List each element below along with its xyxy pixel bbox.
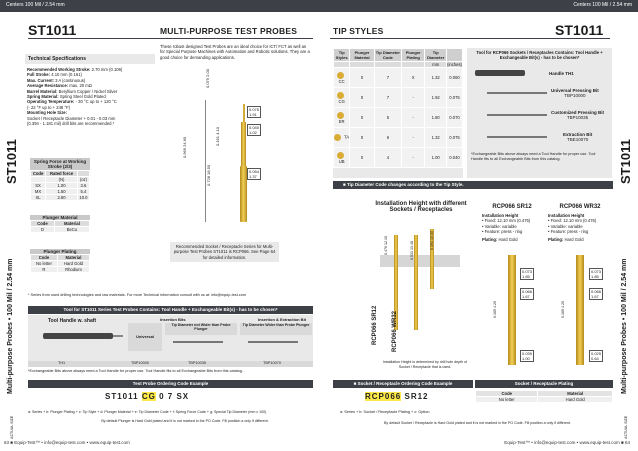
right-tool-bar: Tool for RCP066 Sockets / Receptacles Contains: Tool Handle + Exchangeable Bit(s) - has to be chosen*: [476, 50, 603, 60]
intro-text: These robust designed Test Probes are an ideal choice for ICT/ FCT as well as for Special Purpose Machines with Automation and Robotic solutions. They are a good choice for demanding applications.: [160, 44, 310, 60]
tip-cell: 0: [350, 88, 374, 108]
table-cell: (oz): [77, 177, 89, 183]
tip-cell: 1.32: [425, 68, 447, 88]
table-cell: (N): [46, 177, 78, 183]
spec-row: Max. Current: 3 A (continuous): [27, 77, 86, 83]
left-order-note: By default Plunger is Hard Gold plated and it is not marked in the PO Code. Fill position a only if different.: [101, 419, 269, 423]
table-cell: 3.6: [77, 183, 89, 189]
spec-row: Full Stroke: 4.10 mm (0.161): [27, 72, 82, 78]
left-tool-codes: TH1 TBP10000 TBP10035 TBP10070: [28, 361, 313, 367]
extraction-bit-icon: [487, 136, 547, 138]
tip-cell: 1.00: [425, 148, 447, 168]
probe-plunger: [241, 122, 246, 166]
spec-row: Operating Temperature: - 30 °C up to + 120 °C: [27, 99, 117, 105]
tip-cell: 1.80: [425, 108, 447, 128]
right-plating-bar: Socket / Receptacle Plating: [475, 380, 613, 388]
handle-th1-label: Handle TH1: [549, 71, 574, 76]
left-side-text: Multi-purpose Probes • 100 Mil / 2.54 mm: [7, 258, 14, 394]
table-cell: BeCu: [54, 227, 89, 233]
col-extraction: Insertion & Extraction Bit: [258, 317, 307, 322]
recommend-note: Recommended Socket / Receptacle Series for Multi-purpose Test Probes ST1011 is RCP066. See Page 64 for detailed information.: [170, 242, 279, 262]
tip-row: [334, 88, 463, 108]
universal-bit-icon: [487, 92, 547, 94]
tip-cell: -: [402, 108, 425, 128]
tip-icon: [337, 112, 344, 119]
install-label-wr32: RCP066 WR32: [392, 310, 398, 352]
table-cell: 1.50: [46, 189, 78, 195]
tip-cell: 5: [374, 108, 401, 128]
tip-style-cell: TA: [334, 128, 350, 148]
tip-cell: 4: [374, 148, 401, 168]
right-order-legend: a: Series + b: Socket / Receptacle Plating + c: Option: [340, 410, 430, 414]
extraction-bit-label: Extraction Bit TBE10070: [563, 132, 593, 142]
tip-row: [334, 128, 463, 148]
tip-header: Plunger Material: [350, 49, 374, 62]
tip-header: Tip Diameter Code: [375, 50, 400, 60]
tip-cell: 7: [374, 88, 401, 108]
table-cell: 2.80: [46, 195, 78, 201]
spec-row: (- 22 °F up to + 248 °F): [27, 104, 71, 110]
table-row: [31, 183, 90, 189]
right-side-band: [614, 44, 636, 444]
right-page-title: TIP STYLES: [333, 26, 384, 36]
table-row: [31, 195, 90, 201]
tip-header: Tip Diameter: [425, 49, 447, 62]
spec-row: Mounting Hole Size:: [27, 110, 68, 116]
left-footnote: * Series from used drilling technologies and raw materials. For more Technical information consult with us at: info@equip-test.com: [28, 293, 246, 297]
wr32-block: RCP066 WR32 Installation Height • Fixed: 12.10 mm (0.476) • Variable: variable • Feature: press - ring Plating: Hard Gold: [548, 204, 601, 242]
left-order-code: ST1011 CG 0 7 SX: [105, 392, 190, 401]
left-tool-bar: Tool for ST1011 Series Test Probes Contains: Tool Handle + Exchangeable Bit(s) - has to be chosen*: [28, 306, 313, 314]
tip-cell: 7: [374, 68, 401, 88]
plunger-plating-body: [30, 254, 90, 273]
sr12-dim-3: 0.165 4.20: [493, 301, 497, 318]
tip-cell: 0.040: [447, 148, 463, 168]
table-row: [31, 267, 90, 273]
probe-tip: [243, 104, 245, 122]
dim-0969: 0.969 24.60: [182, 136, 187, 158]
table-cell: No letter: [476, 397, 538, 403]
customized-bit-icon: [487, 114, 547, 116]
table-header: Material: [57, 255, 89, 261]
col-insertion: Insertion Bits: [160, 317, 186, 322]
table-cell: R: [31, 267, 58, 273]
tip-cell: 0.070: [447, 108, 463, 128]
tip-row: [334, 68, 463, 88]
install-note: Installation Height is determined by drill hole depth of Socket / Receptacle that is used.: [382, 360, 468, 370]
table-cell: Rhodium: [57, 267, 89, 273]
right-footer: Equip-Test™ • info@equip-test.com • www.equip-test.com ■ 64: [504, 440, 630, 445]
install-socket-2: [414, 235, 418, 330]
table-header: Rated force: [46, 171, 78, 177]
tip-icon: [337, 152, 344, 159]
table-header: Material: [538, 391, 613, 397]
spec-row: (0.394 - 1.181 mil) drill bits are recommended.*: [27, 121, 115, 127]
wr32-dim-3: 0.165 4.20: [561, 301, 565, 318]
right-order-bar: ■ Socket / Receptacle Ordering Code Example: [333, 380, 473, 388]
header-right-tag: Centers 100 Mil / 2.54 mm: [573, 2, 632, 8]
sr12-dim-2: 0.066 1.67: [522, 289, 533, 299]
right-tool-panel: [467, 48, 612, 178]
left-tool-panel: [28, 315, 313, 361]
dim-0054: 0.054 1.37: [249, 169, 260, 179]
dim-0075: 0.075 1.91: [249, 107, 260, 117]
table-cell: 10.0: [79, 195, 88, 200]
tip-styles-panel: [333, 48, 463, 178]
customized-bit-label: Customized Pressing Bit TBP10035: [551, 110, 605, 120]
table-header: Code: [31, 255, 58, 261]
tip-cell: 0.075: [447, 88, 463, 108]
table-header: Material: [54, 221, 89, 227]
tip-header: Plunger Plating: [402, 49, 425, 62]
tip-cell: 1.92: [425, 88, 447, 108]
spec-row: Socket / Receptacle Diameter + 0.01 - 0.03 mm: [27, 115, 116, 121]
bit-icon-1: [173, 341, 223, 343]
right-order-code: RCP066 SR12: [365, 392, 429, 401]
spec-list: [27, 67, 157, 126]
table-header: Code: [476, 391, 538, 397]
right-actual-size: ACTUAL SIZE: [624, 415, 628, 439]
dim-0161: 0.161 4.10: [215, 127, 220, 146]
tip-style-cell: CG: [334, 88, 350, 108]
tip-cell: 0: [350, 148, 374, 168]
table-row: [476, 397, 613, 403]
install-dim-3: 0.394 10.00: [430, 231, 434, 250]
table-cell: MX: [31, 189, 46, 195]
plate: [380, 255, 460, 267]
left-footer-brand: Equip-Test™ • info@equip-test.com • www.equip-test.com: [14, 440, 130, 445]
wr32-drawing: [576, 255, 584, 365]
left-order-legend: a: Series + b: Plunger Plating + c: Tip Style + d: Plunger Material + e: Tip Diameter Code + f: Spring Force Code + g: Special Tip Diameter (mm x 100): [28, 410, 267, 414]
spec-row: Barrel Material: Beryllium Copper / Nickel Silver: [27, 88, 118, 94]
left-side-code: ST1011: [4, 139, 19, 184]
spec-row: Average Resistance: max. 20 mΩ: [27, 83, 92, 89]
sub-smaller: Tip Diameter not Wider than Probe Plunger: [165, 323, 237, 335]
left-page-code: ST1011: [28, 22, 77, 38]
plunger-plating-table: Plunger Plating Code Material No letter Hard Gold R Rhodium: [30, 249, 90, 273]
tip-cell: 1.32: [425, 128, 447, 148]
dim-0728: 0.728 18.50: [206, 164, 211, 186]
tip-cell: 0: [350, 108, 374, 128]
table-row: [31, 227, 90, 233]
install-dim-2: 0.531 13.48: [410, 241, 414, 260]
sr12-block: RCP066 SR12 Installation Height • Fixed: 12.10 mm (0.476) • Variable: variable • Feature: press - ring Plating: Hard Gold: [482, 204, 532, 242]
wr32-dim-2: 0.066 1.67: [591, 289, 602, 299]
tip-icon: [334, 134, 341, 141]
wr32-dim-4: 0.025 0.64: [591, 351, 602, 361]
sr12-dim-4: 0.039 1.00: [522, 351, 533, 361]
table-cell: Hard Gold: [57, 261, 89, 267]
table-cell: 1.00: [46, 183, 78, 189]
right-side-text: Multi-purpose Probes • 100 Mil / 2.54 mm: [621, 258, 628, 394]
table-header: Code: [31, 171, 46, 177]
tip-cell: 0.060: [447, 68, 463, 88]
tip-style-cell: CC: [334, 68, 350, 88]
table-cell: Hard Gold: [538, 397, 613, 403]
tech-spec-header: Technical Specifications: [25, 54, 155, 64]
left-side-band: [2, 44, 24, 444]
table-header: Code: [31, 221, 55, 227]
tip-cell: -: [402, 128, 425, 148]
handle-th1-icon: [475, 70, 525, 76]
tool-handle-icon: [43, 333, 113, 339]
tip-cell: 6: [374, 128, 401, 148]
right-page-code: ST1011: [555, 22, 604, 38]
right-plating-table: [475, 390, 613, 403]
right-side-code: ST1011: [618, 139, 633, 184]
plunger-material-body: [30, 220, 90, 233]
install-title: Installation Height with different Sockets / Receptacles: [375, 201, 467, 213]
universal-bit-label: Universal Pressing Bit TBP10000: [551, 88, 599, 98]
probe-barrel: [240, 166, 247, 222]
tip-icon: [337, 92, 344, 99]
table-cell: 5.4: [77, 189, 89, 195]
top-bar: [0, 0, 638, 12]
left-tool-note: *Exchangeable Bits above always need a Tool Handle for proper use. Tool Handle fits to all Exchangeable Bits from this catalog.: [28, 369, 243, 373]
tip-style-cell: ER: [334, 108, 350, 128]
dim-0040: 0.040 1.02: [249, 125, 260, 135]
tip-cell: -: [402, 88, 425, 108]
tip-icon: [337, 72, 344, 79]
dim-0079: 0.079 2.00: [205, 69, 210, 88]
tip-cell: 0: [350, 128, 374, 148]
right-order-note: By default Socket / Receptacle is Hard Gold plated and it is not marked in the PO Code. Fill position a only if different.: [384, 421, 571, 425]
left-footer: 63 ■ Equip-Test™ • info@equip-test.com • www.equip-test.com: [4, 440, 130, 445]
tip-style-cell: UB: [334, 148, 350, 168]
tip-row: [334, 148, 463, 168]
sr12-drawing: [508, 255, 516, 365]
tip-unit: (inches): [447, 62, 462, 67]
table-cell: XL: [31, 195, 46, 201]
table-cell: SX: [31, 183, 46, 189]
tool-handle-label: Tool Handle w. shaft: [48, 318, 97, 324]
dimension-line: [205, 100, 209, 222]
left-order-bar: Test Probe Ordering Code Example: [28, 380, 313, 388]
table-row: [31, 189, 90, 195]
bit-icon-2: [248, 341, 298, 343]
sub-wider: Tip Diameter Wider than Probe Plunger: [240, 323, 312, 335]
right-footer-brand: Equip-Test™ • info@equip-test.com • www.equip-test.com: [504, 440, 620, 445]
sub-universal: Universal: [128, 323, 162, 351]
install-dim-1: 0.476 12.10: [384, 236, 388, 255]
spring-table-body: [30, 170, 90, 201]
right-title-rule: [330, 38, 610, 39]
right-page-number: 64: [624, 440, 630, 445]
wr32-dim-1: 0.073 1.85: [591, 269, 602, 279]
probe-drawing: [205, 100, 275, 230]
tip-code-note: ■ Tip Diameter Code changes according to the Tip Style.: [333, 181, 613, 189]
tip-cell: -: [402, 148, 425, 168]
tip-unit: mm: [425, 62, 447, 68]
table-cell: No letter: [31, 261, 58, 267]
tool-shaft-icon: [113, 335, 123, 337]
install-label-sr12: RCP066 SR12: [372, 305, 378, 345]
spec-row: Recommended Working Stroke: 2.70 mm (0.106): [27, 67, 123, 72]
header-left-tag: Centers 100 Mil / 2.54 mm: [6, 2, 65, 8]
tip-header: Tip Styles: [334, 49, 350, 62]
spec-row: Spring Material: Spring Steel Gold Plated: [27, 94, 106, 100]
tip-header: [447, 49, 463, 62]
tip-row: [334, 108, 463, 128]
tip-cell: 0.075: [447, 128, 463, 148]
left-actual-size: ACTUAL SIZE: [10, 415, 14, 439]
spring-force-table: Spring Force at Working Stroke (2/3) Code Rated force (N) (oz) SX 1.00 3.6 MX 1.50 5.4 XL 2.80 10.0: [30, 158, 90, 201]
tip-styles-table: [333, 48, 463, 168]
left-page-title: MULTI-PURPOSE TEST PROBES: [160, 26, 298, 36]
plunger-material-table: Plunger Material Code Material D BeCu: [30, 215, 90, 233]
sr12-dim-1: 0.073 1.85: [522, 269, 533, 279]
right-tool-note: *Exchangeable Bits above always need a Tool Handle for proper use. Tool Handle fits to all Exchangeable Bits from this catalog.: [471, 152, 596, 162]
tip-cell: 0: [350, 68, 374, 88]
tip-cell: X: [402, 68, 425, 88]
left-title-rule: [28, 38, 313, 39]
left-page-number: 63: [4, 440, 10, 445]
table-cell: D: [31, 227, 55, 233]
